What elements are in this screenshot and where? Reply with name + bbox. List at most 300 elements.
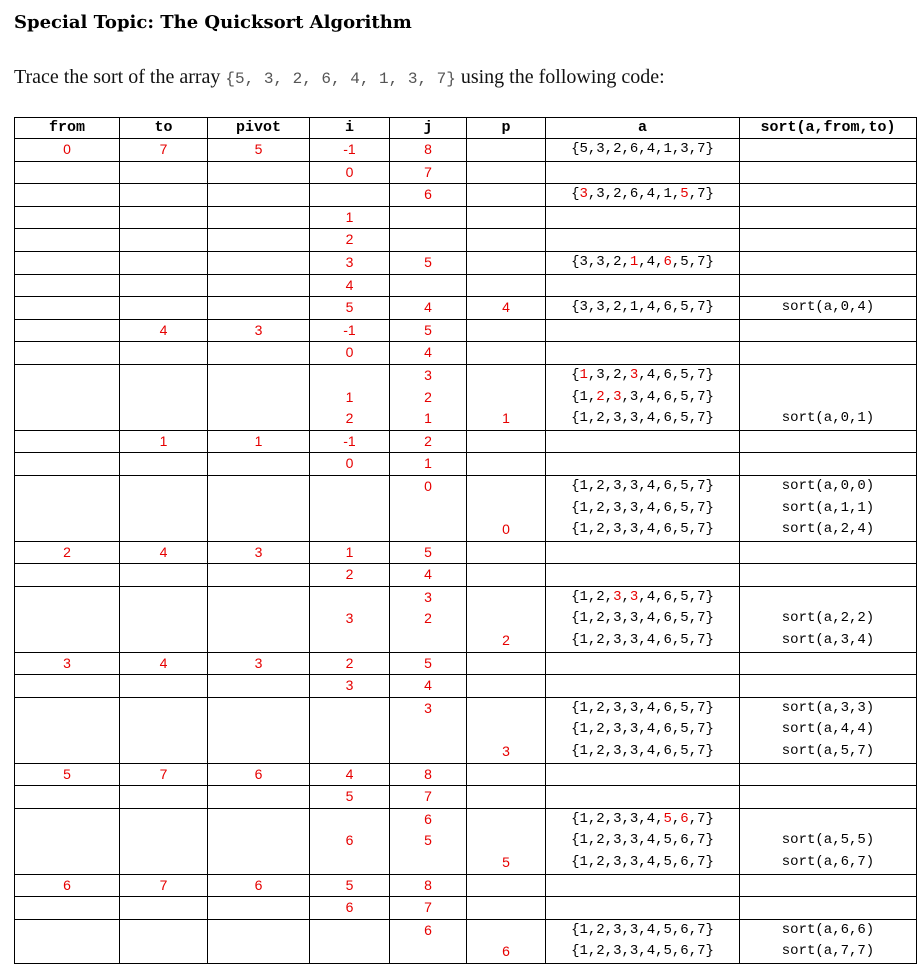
cell-a: [546, 274, 740, 297]
cell-sort: [740, 184, 917, 207]
cell-p: [467, 139, 546, 162]
cell-p: 1: [467, 364, 546, 430]
cell-j: [390, 229, 467, 252]
intro-before: Trace the sort of the array: [14, 66, 226, 88]
cell-to: 7: [120, 763, 208, 786]
cell-p: [467, 675, 546, 698]
cell-i: [310, 274, 390, 297]
cell-sort: [740, 475, 917, 541]
cell-i: [310, 184, 390, 207]
j-line: 4: [424, 566, 432, 583]
cell-from: [15, 475, 120, 541]
cell-from: [15, 206, 120, 229]
cell-p: [467, 251, 546, 274]
cell-from: [15, 564, 120, 587]
array-segment: 5: [680, 186, 689, 203]
array-segment: 1: [629, 253, 639, 270]
i-line: [310, 587, 389, 609]
cell-pivot: 5: [208, 139, 310, 162]
cell-to: [120, 897, 208, 920]
cell-sort: [740, 364, 917, 430]
cell-a: [546, 229, 740, 252]
i-line: [310, 809, 389, 831]
cell-pivot: 3: [208, 541, 310, 564]
j-line: 1: [424, 455, 432, 472]
cell-to: [120, 697, 208, 763]
trace-body: [15, 139, 917, 964]
cell-sort: [740, 161, 917, 184]
header-sort: sort(a,from,to): [740, 118, 917, 139]
array-segment: {3,3,2,: [571, 253, 630, 270]
j-line: 4: [424, 344, 432, 361]
sort-line: [740, 587, 916, 609]
table-row: [15, 786, 917, 809]
cell-pivot: [208, 342, 310, 365]
cell-j: [390, 161, 467, 184]
cell-p: 4: [467, 297, 546, 320]
j-line: 5: [424, 832, 432, 849]
table-row: [15, 430, 917, 453]
table-row: [15, 364, 917, 430]
cell-j: [390, 251, 467, 274]
cell-sort: [740, 251, 917, 274]
cell-to: [120, 297, 208, 320]
cell-a: [546, 786, 740, 809]
cell-to: [120, 206, 208, 229]
cell-to: [120, 786, 208, 809]
sort-line: sort(a,5,5): [781, 832, 875, 849]
cell-to: [120, 229, 208, 252]
j-line: 0: [424, 477, 432, 494]
array-segment: {3,3,2,1,4,6,5,7}: [571, 299, 714, 316]
cell-to: [120, 564, 208, 587]
array-segment: {5,3,2,6,4,1,3,7}: [571, 141, 714, 157]
array-segment: {1,: [571, 388, 597, 405]
sort-line: [740, 387, 916, 409]
array-segment: ,4,6,5,7}: [638, 366, 714, 383]
header-i: i: [310, 118, 390, 139]
cell-a: [546, 139, 740, 162]
sort-line: sort(a,5,7): [781, 743, 875, 760]
sort-line: sort(a,0,1): [781, 410, 875, 427]
i-line: 4: [345, 765, 354, 782]
table-row: [15, 139, 917, 162]
j-line: 6: [424, 810, 432, 827]
cell-to: [120, 586, 208, 652]
cell-i: [310, 297, 390, 320]
cell-i: [310, 897, 390, 920]
a-line: [546, 476, 739, 498]
cell-a: [546, 430, 740, 453]
cell-from: [15, 675, 120, 698]
cell-to: [120, 184, 208, 207]
array-segment: {1,2,3,3,4,6,5,7}: [571, 521, 714, 538]
cell-j: [390, 541, 467, 564]
array-segment: {1,2,3,3,4,6,5,7}: [571, 477, 714, 494]
array-segment: 6: [663, 253, 672, 270]
j-line: 4: [424, 677, 432, 694]
array-segment: 2: [596, 388, 605, 405]
cell-to: [120, 919, 208, 963]
cell-to: [120, 675, 208, 698]
cell-sort: [740, 206, 917, 229]
intro-text: [14, 66, 665, 89]
cell-to: 4: [120, 652, 208, 675]
cell-j: [390, 897, 467, 920]
table-row: [15, 297, 917, 320]
table-row: [15, 808, 917, 874]
cell-from: 2: [15, 541, 120, 564]
sort-line: sort(a,4,4): [781, 721, 875, 738]
cell-pivot: [208, 453, 310, 476]
a-line: [546, 741, 739, 763]
cell-i: [310, 763, 390, 786]
j-line: 5: [424, 543, 432, 560]
array-segment: ,5,7}: [671, 253, 714, 270]
a-line: [546, 408, 739, 430]
i-line: 1: [345, 208, 354, 225]
cell-from: [15, 430, 120, 453]
table-row: [15, 342, 917, 365]
cell-sort: [740, 541, 917, 564]
cell-sort: [740, 586, 917, 652]
table-row: [15, 229, 917, 252]
a-line: [546, 184, 739, 206]
j-line: 7: [424, 163, 432, 180]
table-row: [15, 453, 917, 476]
cell-to: [120, 453, 208, 476]
cell-from: [15, 897, 120, 920]
sort-line: sort(a,3,4): [781, 632, 875, 649]
cell-a: [546, 297, 740, 320]
cell-sort: [740, 697, 917, 763]
array-segment: ,3,4,6,5,7}: [621, 388, 714, 405]
cell-to: [120, 251, 208, 274]
cell-pivot: [208, 475, 310, 541]
i-line: 6: [345, 832, 354, 849]
cell-i: [310, 697, 390, 763]
cell-pivot: 6: [208, 763, 310, 786]
table-row: [15, 475, 917, 541]
array-segment: {: [571, 366, 580, 383]
intro-after: using the following code:: [455, 66, 665, 88]
array-segment: ,3,2,: [587, 366, 630, 383]
a-line: [546, 587, 739, 609]
cell-p: [467, 319, 546, 342]
cell-j: [390, 874, 467, 897]
cell-from: [15, 184, 120, 207]
cell-pivot: 1: [208, 430, 310, 453]
cell-i: [310, 229, 390, 252]
table-row: [15, 184, 917, 207]
i-line: 3: [345, 677, 354, 694]
a-line: [546, 387, 739, 409]
cell-j: [390, 184, 467, 207]
cell-pivot: [208, 808, 310, 874]
cell-from: [15, 453, 120, 476]
cell-sort: [740, 564, 917, 587]
cell-p: [467, 453, 546, 476]
array-segment: {1,2,3,3,4,5,6,7}: [571, 943, 714, 960]
cell-a: [546, 586, 740, 652]
j-line: 5: [424, 253, 432, 270]
array-segment: {: [571, 186, 580, 203]
cell-sort: [740, 652, 917, 675]
array-segment: {1,2,3,3,4,5,6,7}: [571, 832, 714, 849]
cell-i: [310, 161, 390, 184]
array-segment: {1,2,3,3,4,: [571, 810, 664, 827]
array-segment: ,7}: [688, 186, 714, 203]
j-line: 8: [424, 141, 432, 157]
array-segment: 3: [613, 388, 622, 405]
cell-pivot: [208, 229, 310, 252]
cell-j: [390, 342, 467, 365]
j-line: 3: [424, 699, 432, 716]
j-line: 2: [424, 388, 432, 405]
cell-i: [310, 786, 390, 809]
cell-a: [546, 697, 740, 763]
cell-i: [310, 874, 390, 897]
cell-from: [15, 161, 120, 184]
cell-j: [390, 652, 467, 675]
table-row: [15, 319, 917, 342]
cell-a: [546, 184, 740, 207]
table-row: [15, 251, 917, 274]
cell-i: [310, 139, 390, 162]
cell-a: [546, 364, 740, 430]
sort-line: sort(a,0,4): [781, 299, 875, 316]
j-line: 5: [424, 321, 432, 338]
cell-p: [467, 874, 546, 897]
a-line: [546, 941, 739, 963]
cell-sort: [740, 897, 917, 920]
cell-j: [390, 786, 467, 809]
cell-pivot: [208, 786, 310, 809]
array-segment: ,: [604, 388, 614, 405]
array-segment: {1,2,3,3,4,5,6,7}: [571, 921, 714, 938]
cell-pivot: 6: [208, 874, 310, 897]
cell-i: [310, 586, 390, 652]
cell-sort: [740, 342, 917, 365]
i-line: 6: [345, 899, 354, 916]
array-segment: {1,2,3,3,4,5,6,7}: [571, 854, 714, 870]
cell-from: [15, 697, 120, 763]
cell-j: [390, 697, 467, 763]
i-line: 5: [345, 788, 354, 805]
header-p: p: [467, 118, 546, 139]
a-line: [546, 719, 739, 741]
array-segment: {1,2,3,3,4,6,5,7}: [571, 721, 714, 738]
cell-i: [310, 206, 390, 229]
cell-p: [467, 430, 546, 453]
cell-from: 0: [15, 139, 120, 162]
cell-from: [15, 808, 120, 874]
sort-line: sort(a,6,7): [781, 854, 875, 870]
i-line: 0: [345, 344, 354, 361]
cell-i: [310, 475, 390, 541]
cell-p: [467, 184, 546, 207]
cell-to: [120, 808, 208, 874]
i-line: 0: [345, 163, 354, 180]
cell-j: [390, 919, 467, 963]
array-segment: {1,2,: [571, 588, 614, 605]
table-row: [15, 564, 917, 587]
cell-to: [120, 274, 208, 297]
cell-j: [390, 139, 467, 162]
array-segment: 3: [629, 366, 639, 383]
cell-a: [546, 763, 740, 786]
cell-i: [310, 675, 390, 698]
header-to: to: [120, 118, 208, 139]
a-line: [546, 830, 739, 852]
cell-j: [390, 475, 467, 541]
j-line: 2: [424, 432, 432, 449]
sort-line: [740, 365, 916, 387]
i-line: -1: [343, 432, 356, 449]
array-segment: ,4,: [638, 253, 664, 270]
array-segment: 6: [680, 810, 689, 827]
j-line: 7: [424, 788, 432, 805]
cell-p: [467, 786, 546, 809]
cell-i: [310, 453, 390, 476]
i-line: 2: [345, 654, 354, 671]
table-row: [15, 586, 917, 652]
cell-to: [120, 161, 208, 184]
cell-p: [467, 342, 546, 365]
array-segment: ,: [671, 810, 681, 827]
cell-j: [390, 430, 467, 453]
cell-pivot: [208, 675, 310, 698]
cell-p: [467, 274, 546, 297]
cell-j: [390, 586, 467, 652]
i-line: [310, 365, 389, 387]
table-row: [15, 919, 917, 963]
cell-pivot: [208, 364, 310, 430]
table-row: [15, 274, 917, 297]
cell-from: [15, 251, 120, 274]
cell-i: [310, 564, 390, 587]
array-segment: {1,2,3,3,4,6,5,7}: [571, 632, 714, 649]
cell-p: 3: [467, 697, 546, 763]
j-line: 7: [424, 899, 432, 916]
array-segment: 3: [629, 588, 639, 605]
cell-pivot: [208, 897, 310, 920]
cell-sort: [740, 675, 917, 698]
table-row: [15, 675, 917, 698]
table-row: [15, 161, 917, 184]
cell-i: [310, 919, 390, 963]
cell-p: [467, 564, 546, 587]
cell-sort: [740, 229, 917, 252]
table-row: [15, 874, 917, 897]
cell-to: 7: [120, 139, 208, 162]
sort-line: sort(a,0,0): [781, 477, 875, 494]
cell-pivot: [208, 564, 310, 587]
sort-line: sort(a,1,1): [781, 499, 875, 516]
a-line: [546, 139, 739, 161]
cell-p: [467, 161, 546, 184]
i-line: 0: [345, 455, 354, 472]
cell-i: [310, 364, 390, 430]
cell-p: [467, 541, 546, 564]
a-line: [546, 630, 739, 652]
cell-a: [546, 808, 740, 874]
a-line: [546, 920, 739, 942]
cell-pivot: 3: [208, 652, 310, 675]
j-line: 2: [424, 610, 432, 627]
cell-from: 5: [15, 763, 120, 786]
header-from: from: [15, 118, 120, 139]
cell-i: [310, 251, 390, 274]
header-a: a: [546, 118, 740, 139]
cell-from: [15, 274, 120, 297]
a-line: [546, 852, 739, 874]
table-row: [15, 206, 917, 229]
cell-j: [390, 453, 467, 476]
cell-a: [546, 541, 740, 564]
cell-pivot: [208, 919, 310, 963]
array-segment: {1,2,3,3,4,6,5,7}: [571, 410, 714, 427]
intro-array-code: {5, 3, 2, 6, 4, 1, 3, 7}: [225, 70, 456, 88]
i-line: 5: [345, 299, 354, 316]
cell-i: [310, 541, 390, 564]
cell-a: [546, 919, 740, 963]
j-line: 8: [424, 876, 432, 893]
cell-j: [390, 675, 467, 698]
array-segment: {1,2,3,3,4,6,5,7}: [571, 499, 714, 516]
cell-pivot: [208, 161, 310, 184]
i-line: 4: [345, 276, 354, 293]
cell-from: 3: [15, 652, 120, 675]
cell-j: [390, 297, 467, 320]
a-line: [546, 252, 739, 274]
cell-sort: [740, 874, 917, 897]
cell-a: [546, 342, 740, 365]
cell-from: [15, 586, 120, 652]
cell-to: 7: [120, 874, 208, 897]
array-segment: 3: [613, 588, 622, 605]
i-line: -1: [343, 321, 356, 338]
j-line: 3: [424, 366, 432, 383]
cell-pivot: [208, 184, 310, 207]
cell-sort: [740, 430, 917, 453]
cell-p: [467, 652, 546, 675]
j-line: 8: [424, 765, 432, 782]
cell-pivot: [208, 274, 310, 297]
cell-p: 6: [467, 919, 546, 963]
a-line: [546, 365, 739, 387]
header-pivot: pivot: [208, 118, 310, 139]
i-line: 1: [345, 543, 354, 560]
sort-line: sort(a,2,4): [781, 521, 875, 538]
cell-a: [546, 251, 740, 274]
trace-table: [14, 117, 917, 964]
cell-pivot: [208, 251, 310, 274]
cell-a: [546, 675, 740, 698]
a-line: [546, 498, 739, 520]
a-line: [546, 809, 739, 831]
array-segment: 5: [663, 810, 672, 827]
cell-p: 0: [467, 475, 546, 541]
cell-i: [310, 342, 390, 365]
cell-j: [390, 364, 467, 430]
cell-to: 1: [120, 430, 208, 453]
cell-a: [546, 564, 740, 587]
cell-pivot: 3: [208, 319, 310, 342]
array-segment: {1,2,3,3,4,6,5,7}: [571, 743, 714, 760]
cell-p: [467, 897, 546, 920]
array-segment: 3: [579, 186, 588, 203]
